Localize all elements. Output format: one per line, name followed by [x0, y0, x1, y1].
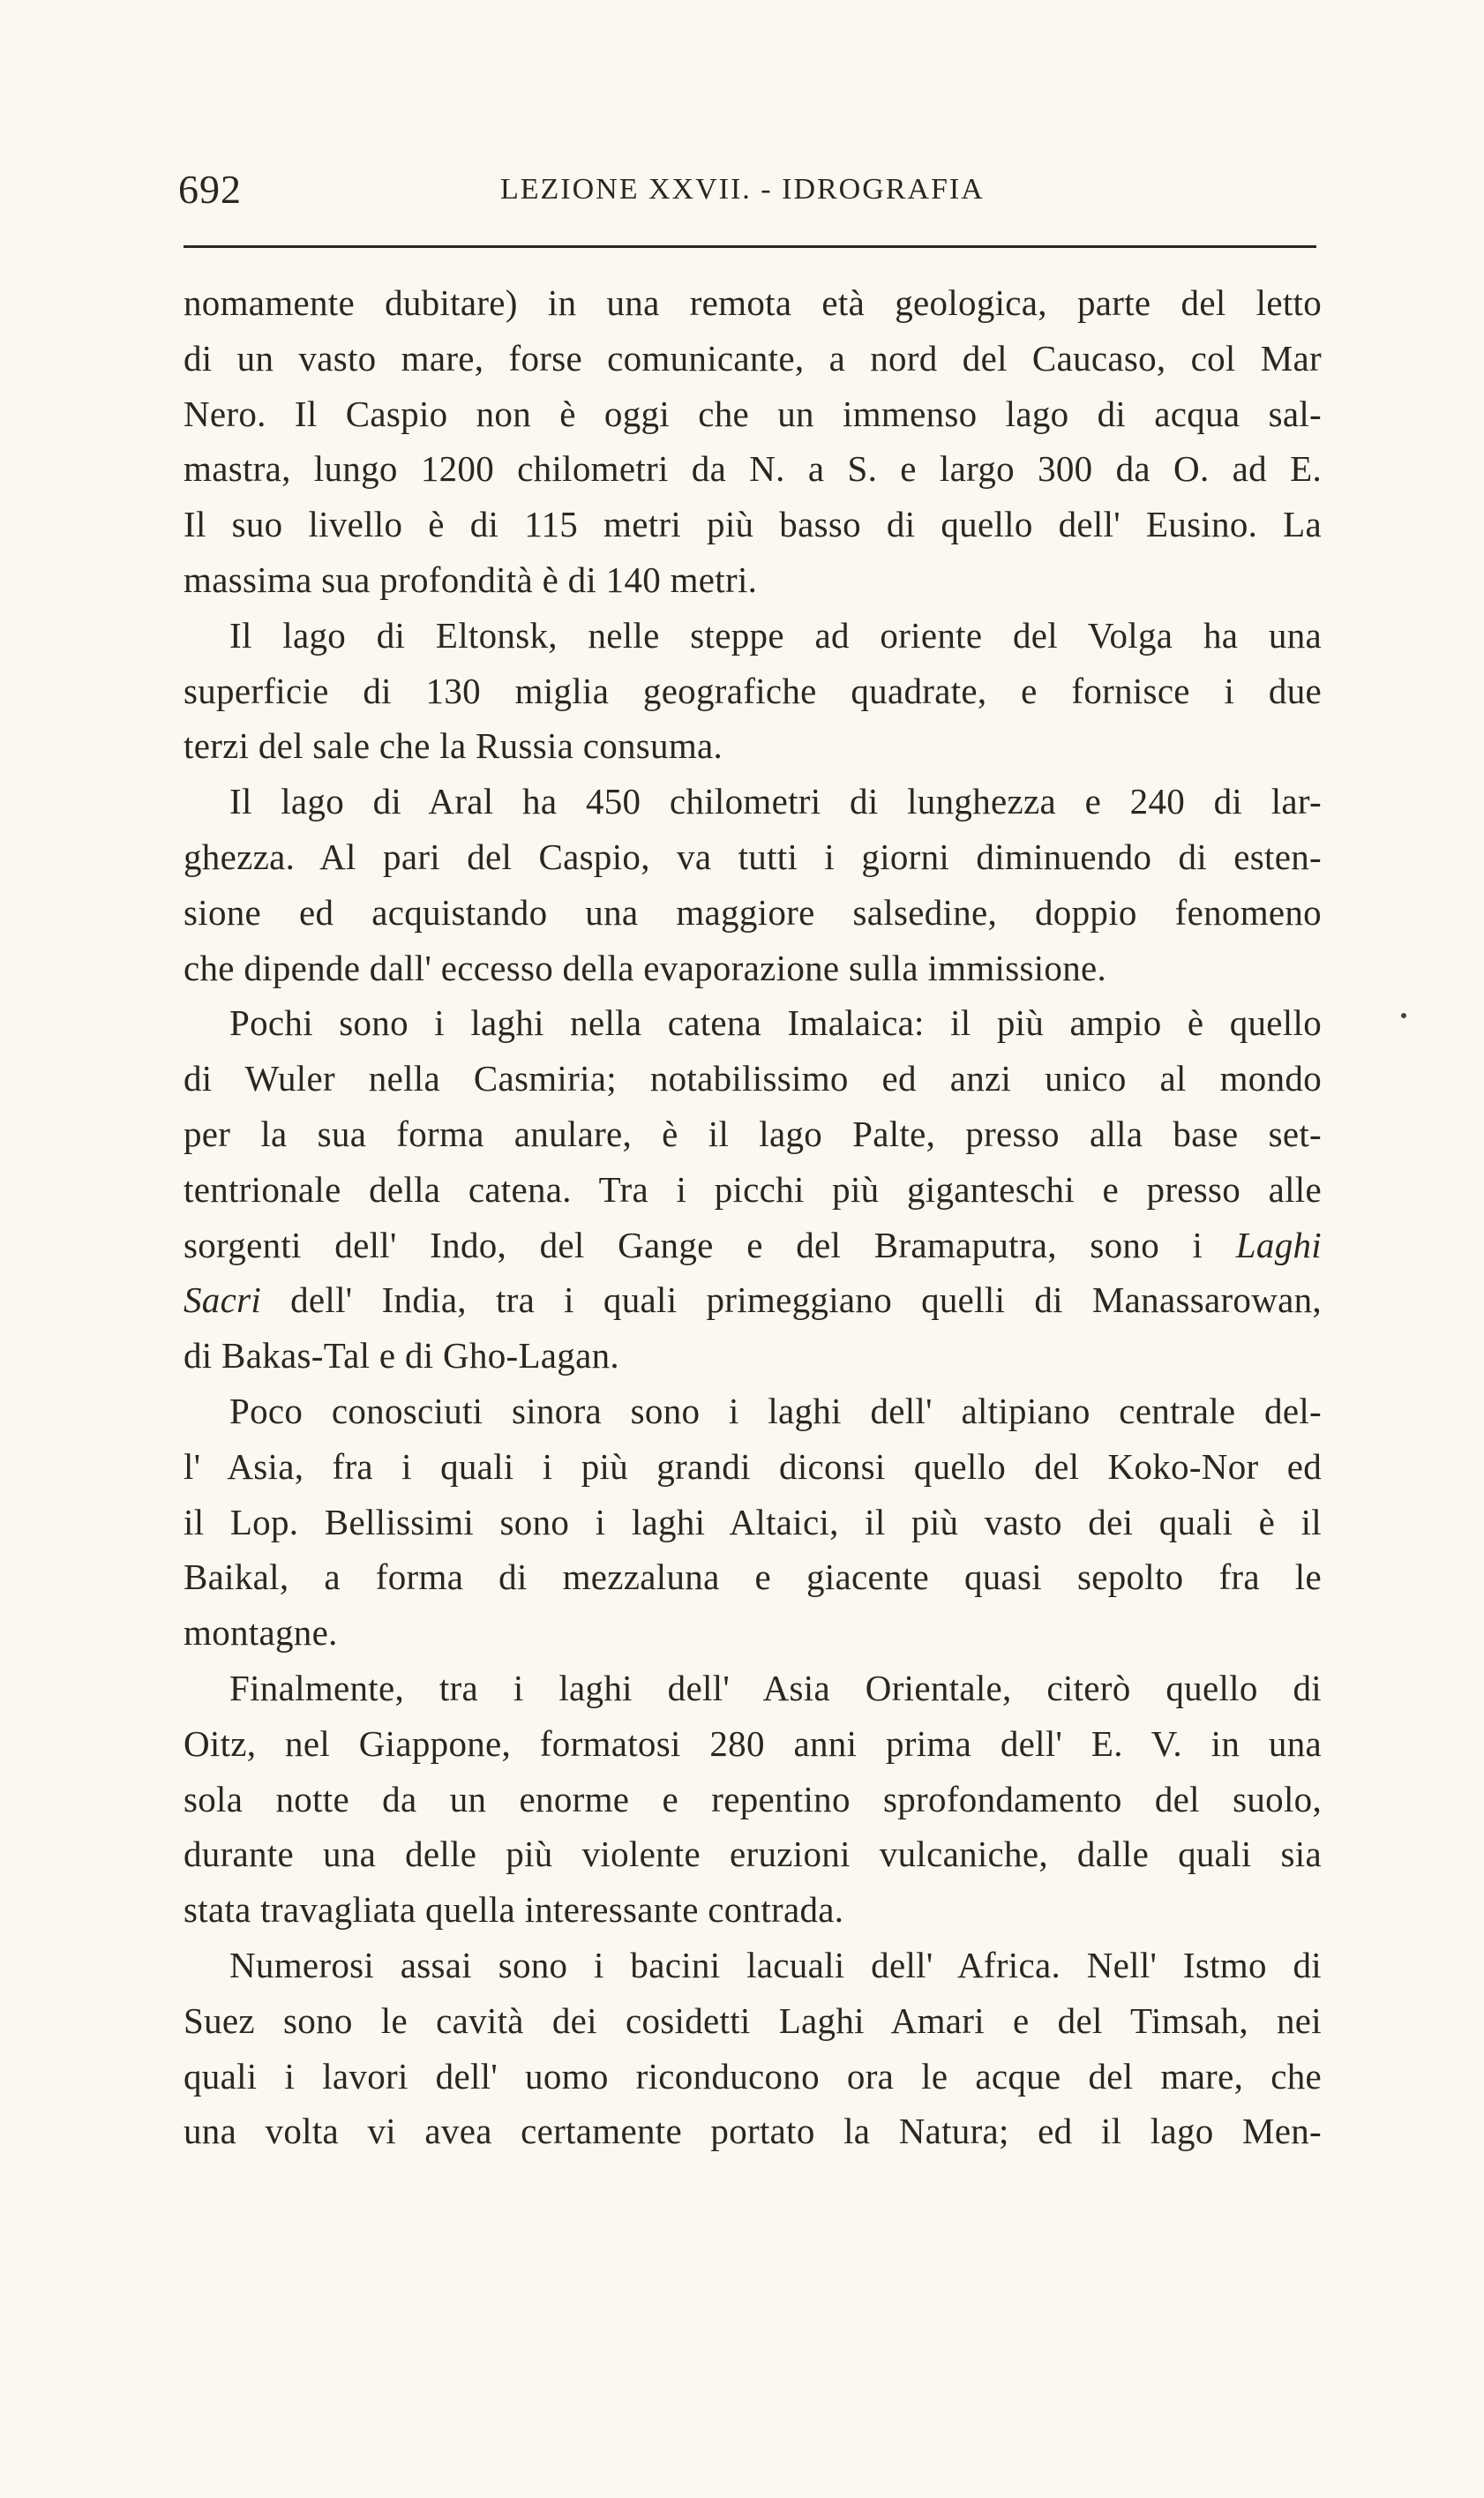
- text-line: nomamente dubitare) in una remota età geologica, parte del letto: [184, 282, 1322, 323]
- text-line: tentrionale della catena. Tra i picchi più giganteschi e presso alle: [184, 1168, 1322, 1210]
- text-line: Finalmente, tra i laghi dell' Asia Orientale, citerò quello di: [229, 1667, 1322, 1708]
- text-line: [184, 1272, 1322, 1328]
- text-line: mastra, lungo 1200 chilometri da N. a S. e largo 300 da O. ad E.: [184, 448, 1322, 490]
- text-line: Nero. Il Caspio non è oggi che un immenso lago di acqua sal-: [184, 393, 1322, 434]
- text-line: massima sua profondità è di 140 metri.: [184, 559, 758, 600]
- text-line: Baikal, a forma di mezzaluna e giacente quasi sepolto fra le: [184, 1557, 1322, 1598]
- running-head: LEZIONE XXVII. - IDROGRAFIA: [500, 173, 985, 206]
- text-line: Suez sono le cavità dei cosidetti Laghi Amari e del Timsah, nei: [184, 1999, 1322, 2041]
- text-line: durante una delle più violente eruzioni vulcaniche, dalle quali sia: [184, 1834, 1322, 1875]
- text-line: Oitz, nel Giappone, formatosi 280 anni prima dell' E. V. in una: [184, 1722, 1322, 1764]
- text-line: sola notte da un enorme e repentino sprofondamento del suolo,: [184, 1778, 1322, 1819]
- text-line: una volta vi avea certamente portato la Natura; ed il lago Men-: [184, 2111, 1322, 2152]
- text-line: Il lago di Eltonsk, nelle steppe ad oriente del Volga ha una: [229, 614, 1322, 656]
- text-line: montagne.: [184, 1612, 338, 1654]
- page-number: 692: [178, 167, 242, 212]
- text-line: per la sua forma anulare, è il lago Palte, presso alla base set-: [184, 1113, 1322, 1154]
- text-line: che dipende dall' eccesso della evaporazione sulla immissione.: [184, 947, 1107, 988]
- text-line: Il lago di Aral ha 450 chilometri di lunghezza e 240 di lar-: [229, 781, 1322, 822]
- text-line: terzi del sale che la Russia consuma.: [184, 725, 723, 767]
- text-line: Poco conosciuti sinora sono i laghi dell' altipiano centrale del-: [229, 1390, 1322, 1431]
- text-line: ghezza. Al pari del Caspio, va tutti i giorni diminuendo di esten-: [184, 836, 1322, 877]
- text-line: di Bakas-Tal e di Gho-Lagan.: [184, 1335, 619, 1377]
- text-line: l' Asia, fra i quali i più grandi diconsi quello del Koko-Nor ed: [184, 1445, 1322, 1487]
- header-rule: [184, 245, 1316, 248]
- text-line: Numerosi assai sono i bacini lacuali dell' Africa. Nell' Istmo di: [229, 1944, 1322, 1985]
- italic-term: Sacri: [184, 1279, 262, 1321]
- page-header: [178, 166, 1316, 219]
- text-segment: dell' India, tra i quali primeggiano quelli di Manassarowan,: [290, 1279, 1322, 1321]
- text-line: Il suo livello è di 115 metri più basso di quello dell' Eusino. La: [184, 504, 1322, 545]
- text-line: di un vasto mare, forse comunicante, a nord del Caucaso, col Mar: [184, 337, 1322, 379]
- text-line: sione ed acquistando una maggiore salsedine, doppio fenomeno: [184, 891, 1322, 933]
- text-segment: sorgenti dell' Indo, del Gange e del Bramaputra, sono i: [184, 1224, 1203, 1265]
- text-line: di Wuler nella Casmiria; notabilissimo ed anzi unico al mondo: [184, 1058, 1322, 1099]
- text-line: il Lop. Bellissimi sono i laghi Altaici, il più vasto dei quali è il: [184, 1501, 1322, 1542]
- text-line: stata travagliata quella interessante contrada.: [184, 1889, 844, 1931]
- ink-speck: [1401, 1013, 1406, 1018]
- text-line: [184, 1218, 1322, 1273]
- body-text: [184, 275, 1322, 2159]
- text-line: Pochi sono i laghi nella catena Imalaica: il più ampio è quello: [229, 1002, 1322, 1044]
- italic-term: Laghi: [1235, 1224, 1322, 1265]
- text-line: quali i lavori dell' uomo riconducono ora le acque del mare, che: [184, 2055, 1322, 2097]
- text-line: superficie di 130 miglia geografiche quadrate, e fornisce i due: [184, 670, 1322, 711]
